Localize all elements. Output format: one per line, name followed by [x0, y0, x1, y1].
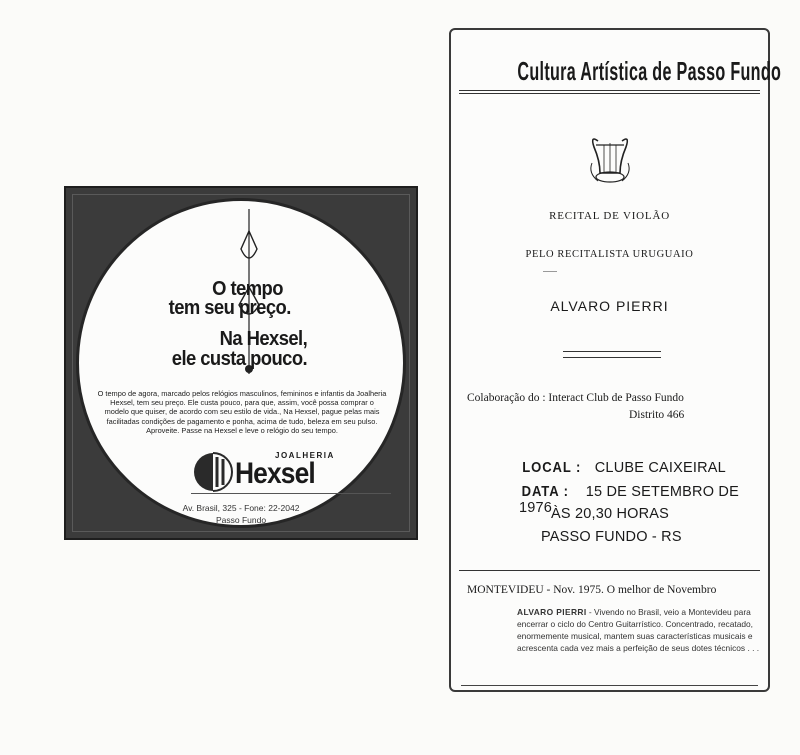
ad-headline-line-3: Na Hexsel,: [219, 328, 307, 350]
time-line: ÀS 20,30 HORAS: [551, 506, 670, 522]
ad-headline-line-2: tem seu preço.: [168, 297, 291, 319]
dash-mark: [543, 271, 557, 272]
hexsel-logo: [191, 451, 351, 497]
logo-rule: [191, 493, 391, 494]
local-value: CLUBE CAIXEIRAL: [594, 460, 726, 476]
section-rule: [459, 570, 760, 571]
ad-body-text: O tempo de agora, marcado pelos relógios masculinos, femininos e infantis da Joalheria Hexsel, tem seu preço. Ele custa pouco, para que, assim, você possa comprar o modelo que quiser, de acordo com seu estilo de vida., Na Hexsel, pague pelas mais facilitadas condições de pagamento e ponha, acima de tudo, beleza em seu pulso. Aproveite. Passe na Hexsel e leve o relógio do seu tempo.: [97, 389, 387, 435]
logo-joalheria: JOALHERIA: [275, 451, 335, 460]
city-line: PASSO FUNDO - RS: [541, 529, 682, 545]
artist-name: ALVARO PIERRI: [550, 298, 669, 314]
recital-heading: RECITAL DE VIOLÃO: [549, 210, 670, 222]
data-label: DATA :: [521, 484, 569, 500]
bottom-rule: [461, 685, 758, 686]
collaboration-line-1: Colaboração do : Interact Club de Passo Fundo: [467, 392, 684, 404]
local-label: LOCAL :: [522, 460, 582, 476]
performer-intro: PELO RECITALISTA URUGUAIO: [525, 249, 694, 260]
hexsel-logo-mark-icon: [191, 451, 235, 493]
lyre-emblem-icon: [586, 133, 634, 185]
review-name: ALVARO PIERRI: [517, 607, 587, 617]
title-rule: [459, 93, 760, 94]
review-heading: MONTEVIDEU - Nov. 1975. O melhor de Novembro: [467, 584, 717, 596]
double-rule: [563, 351, 661, 358]
ad-circle: [76, 198, 406, 528]
ad-headline-line-4: ele custa pouco.: [171, 348, 307, 370]
logo-hexsel: Hexsel: [235, 457, 315, 490]
concert-program: [449, 28, 782, 692]
collaboration-line-2: Distrito 466: [629, 409, 685, 421]
review-body: [517, 606, 763, 654]
review-text: - Vivendo no Brasil, veio a Montevideu para encerrar o ciclo do Centro Guitarrístico. Concentrado, recatado, enormemente musical, mantem suas características musicais e acrescenta cada vez mais a perfeição de seus dotes técnicos . . .: [517, 607, 760, 653]
hexsel-advertisement: [64, 186, 418, 540]
ad-headline-line-1: O tempo: [212, 278, 283, 300]
program-title: Cultura Artística de Passo Fundo: [517, 56, 782, 86]
venue-row: [519, 460, 726, 476]
data-value: 15 DE SETEMBRO DE 1976: [519, 484, 739, 516]
ad-address: Av. Brasil, 325 - Fone: 22-2042: [182, 503, 300, 513]
ad-city: Passo Fundo: [215, 515, 267, 525]
title-rule: [459, 90, 760, 91]
